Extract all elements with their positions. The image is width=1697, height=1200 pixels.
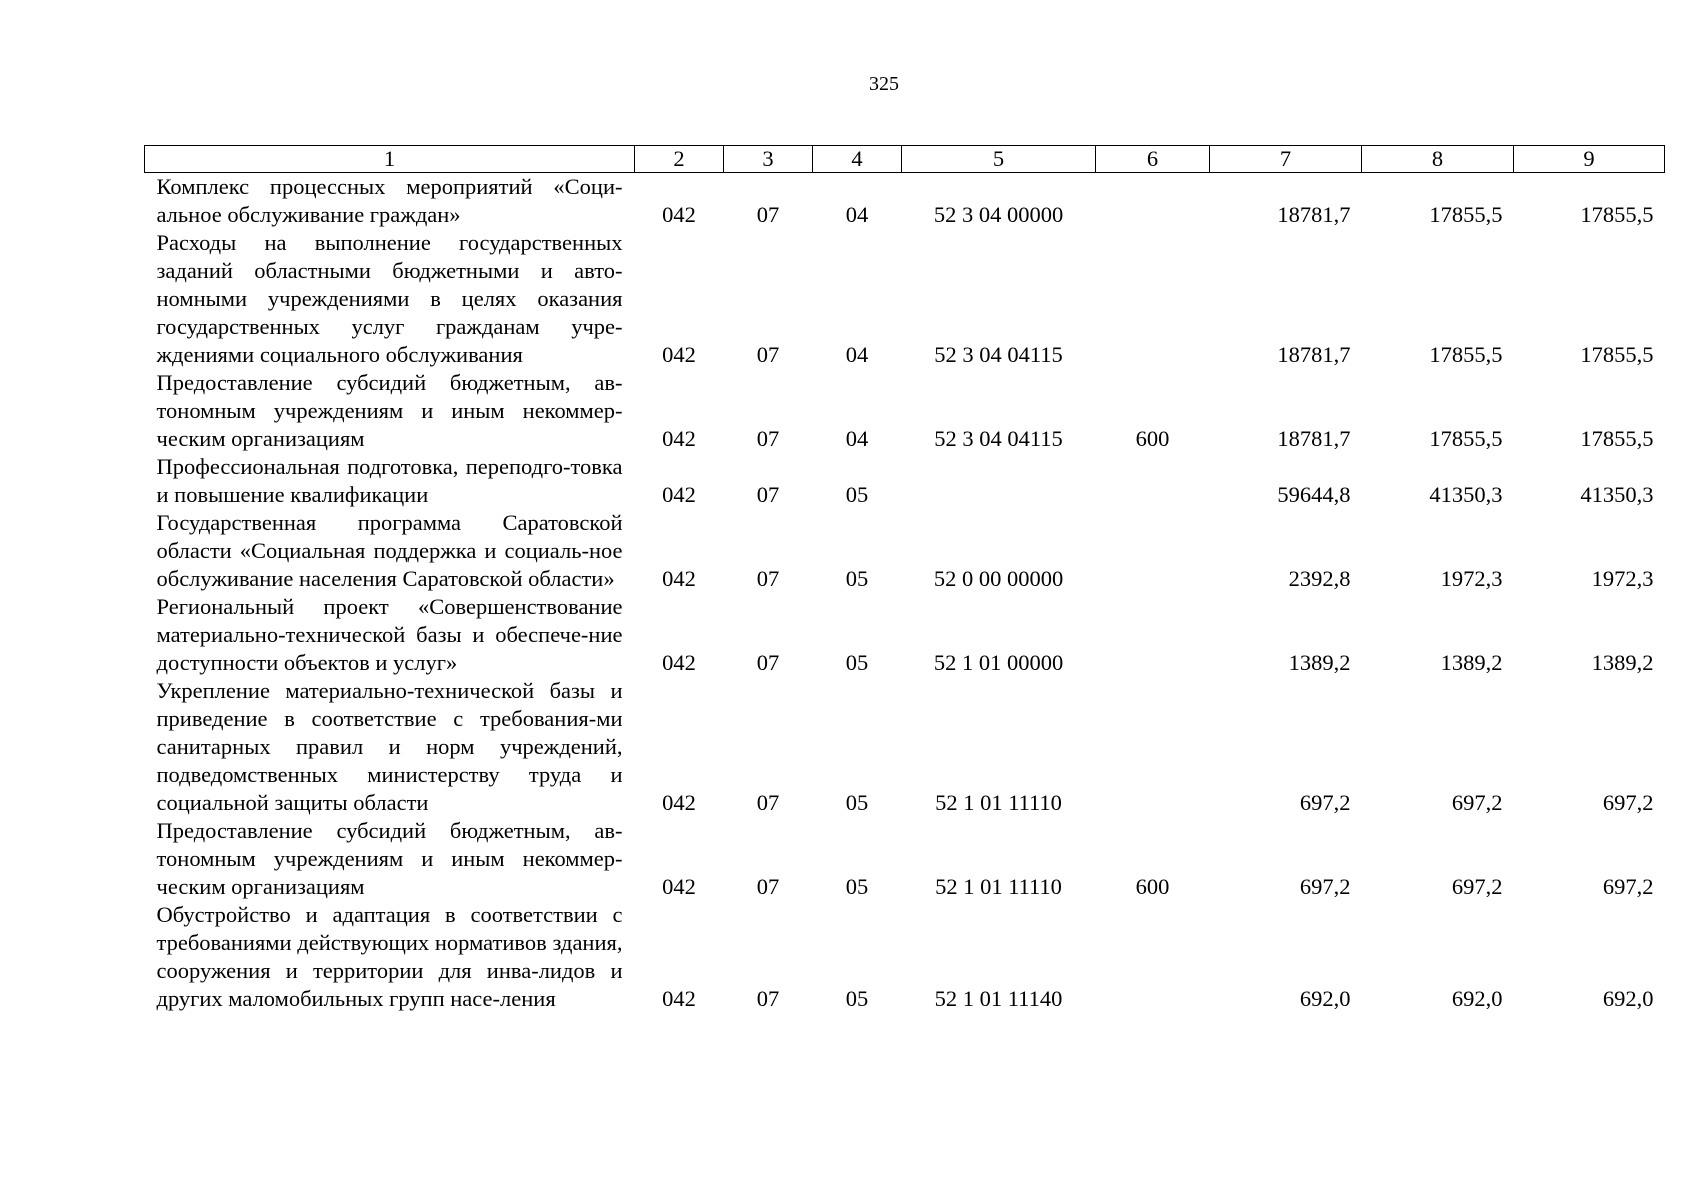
amount-col-8: 1389,2 <box>1440 650 1503 675</box>
amount-col-7: 697,2 <box>1299 790 1351 815</box>
table-row <box>145 229 1665 369</box>
subsection-code: 05 <box>845 566 869 591</box>
subsection-code: 05 <box>845 790 869 815</box>
column-header-9: 9 <box>1514 146 1665 173</box>
ministry-code: 042 <box>662 986 696 1011</box>
expense-type-code <box>1096 593 1210 677</box>
table-row <box>145 817 1665 901</box>
table-row <box>145 901 1665 1013</box>
ministry-code: 042 <box>662 650 696 675</box>
amount-col-7: 18781,7 <box>1277 426 1351 451</box>
section-code: 07 <box>756 482 780 507</box>
target-article-code: 52 0 00 00000 <box>933 566 1064 591</box>
amount-col-8: 17855,5 <box>1429 426 1503 451</box>
target-article-code <box>902 453 1096 509</box>
table-row <box>145 593 1665 677</box>
target-article-code: 52 3 04 04115 <box>934 342 1063 367</box>
table-row <box>145 173 1665 230</box>
row-name: Предоставление субсидий бюджетным, ав-тономным учреждениям и иным некоммер-ческим организациям <box>156 370 623 451</box>
amount-col-9: 697,2 <box>1602 874 1654 899</box>
amount-col-9: 1972,3 <box>1591 566 1654 591</box>
amount-col-8: 692,0 <box>1451 986 1503 1011</box>
table-row <box>145 677 1665 817</box>
column-header-8: 8 <box>1362 146 1514 173</box>
section-code: 07 <box>756 342 780 367</box>
amount-col-7: 692,0 <box>1299 986 1351 1011</box>
amount-col-9: 697,2 <box>1602 790 1654 815</box>
amount-col-9: 1389,2 <box>1591 650 1654 675</box>
row-name: Обустройство и адаптация в соответствии с требованиями действующих нормативов здания, сооружения и территории для инва-лидов и других маломобильных групп насе-ления <box>156 902 623 1011</box>
target-article-code: 52 1 01 11110 <box>935 790 1062 815</box>
section-code: 07 <box>756 566 780 591</box>
column-header-4: 4 <box>813 146 902 173</box>
column-header-5: 5 <box>902 146 1096 173</box>
column-header-6: 6 <box>1096 146 1210 173</box>
column-header-7: 7 <box>1210 146 1362 173</box>
header-row <box>145 146 1665 173</box>
ministry-code: 042 <box>662 566 696 591</box>
subsection-code: 04 <box>845 342 869 367</box>
amount-col-7: 18781,7 <box>1277 342 1351 367</box>
ministry-code: 042 <box>662 426 696 451</box>
amount-col-8: 697,2 <box>1451 790 1503 815</box>
expense-type-code <box>1096 677 1210 817</box>
ministry-code: 042 <box>662 874 696 899</box>
section-code: 07 <box>756 426 780 451</box>
table-row <box>145 453 1665 509</box>
ministry-code: 042 <box>662 202 696 227</box>
amount-col-8: 17855,5 <box>1429 342 1503 367</box>
section-code: 07 <box>756 986 780 1011</box>
row-name: Укрепление материально-технической базы и приведение в соответствие с требования-ми санитарных правил и норм учреждений, подведомственных министерству труда и социальной защиты области <box>156 678 623 815</box>
column-header-3: 3 <box>724 146 813 173</box>
subsection-code: 05 <box>845 874 869 899</box>
table-row <box>145 509 1665 593</box>
amount-col-9: 17855,5 <box>1580 342 1654 367</box>
table-row <box>145 369 1665 453</box>
amount-col-7: 18781,7 <box>1277 202 1351 227</box>
row-name: Расходы на выполнение государственных заданий областными бюджетными и авто-номными учреждениями в целях оказания государственных услуг гражданам учре-ждениями социального обслуживания <box>156 230 623 367</box>
section-code: 07 <box>756 202 780 227</box>
expense-type-code <box>1096 173 1210 230</box>
expense-type-code: 600 <box>1135 874 1170 899</box>
budget-table <box>144 145 1665 1013</box>
target-article-code: 52 3 04 04115 <box>934 426 1063 451</box>
amount-col-7: 697,2 <box>1299 874 1351 899</box>
target-article-code: 52 1 01 11140 <box>934 986 1063 1011</box>
target-article-code: 52 3 04 00000 <box>933 202 1064 227</box>
target-article-code: 52 1 01 00000 <box>933 650 1064 675</box>
ministry-code: 042 <box>662 482 696 507</box>
page-number: 325 <box>869 73 899 95</box>
expense-type-code <box>1096 229 1210 369</box>
ministry-code: 042 <box>662 790 696 815</box>
subsection-code: 05 <box>845 986 869 1011</box>
section-code: 07 <box>756 790 780 815</box>
column-header-1: 1 <box>145 146 635 173</box>
amount-col-9: 17855,5 <box>1580 426 1654 451</box>
amount-col-8: 697,2 <box>1451 874 1503 899</box>
subsection-code: 04 <box>845 202 869 227</box>
row-name: Профессиональная подготовка, переподго-товка и повышение квалификации <box>156 454 623 507</box>
row-name: Региональный проект «Совершенствование материально-технической базы и обеспече-ние доступности объектов и услуг» <box>156 594 623 675</box>
target-article-code: 52 1 01 11110 <box>935 874 1062 899</box>
subsection-code: 05 <box>845 482 869 507</box>
subsection-code: 04 <box>845 426 869 451</box>
ministry-code: 042 <box>662 342 696 367</box>
amount-col-9: 41350,3 <box>1580 482 1654 507</box>
section-code: 07 <box>756 874 780 899</box>
expense-type-code: 600 <box>1135 426 1170 451</box>
amount-col-7: 1389,2 <box>1288 650 1351 675</box>
amount-col-7: 2392,8 <box>1288 566 1351 591</box>
amount-col-8: 1972,3 <box>1440 566 1503 591</box>
expense-type-code <box>1096 453 1210 509</box>
row-name: Государственная программа Саратовской области «Социальная поддержка и социаль-ное обслуживание населения Саратовской области» <box>156 510 623 591</box>
amount-col-9: 692,0 <box>1602 986 1654 1011</box>
amount-col-8: 17855,5 <box>1429 202 1503 227</box>
expense-type-code <box>1096 509 1210 593</box>
expense-type-code <box>1096 901 1210 1013</box>
amount-col-7: 59644,8 <box>1277 482 1351 507</box>
row-name: Комплекс процессных мероприятий «Соци-альное обслуживание граждан» <box>156 174 623 227</box>
section-code: 07 <box>756 650 780 675</box>
amount-col-8: 41350,3 <box>1429 482 1503 507</box>
amount-col-9: 17855,5 <box>1580 202 1654 227</box>
subsection-code: 05 <box>845 650 869 675</box>
column-header-2: 2 <box>635 146 724 173</box>
row-name: Предоставление субсидий бюджетным, ав-тономным учреждениям и иным некоммер-ческим организациям <box>156 818 623 899</box>
